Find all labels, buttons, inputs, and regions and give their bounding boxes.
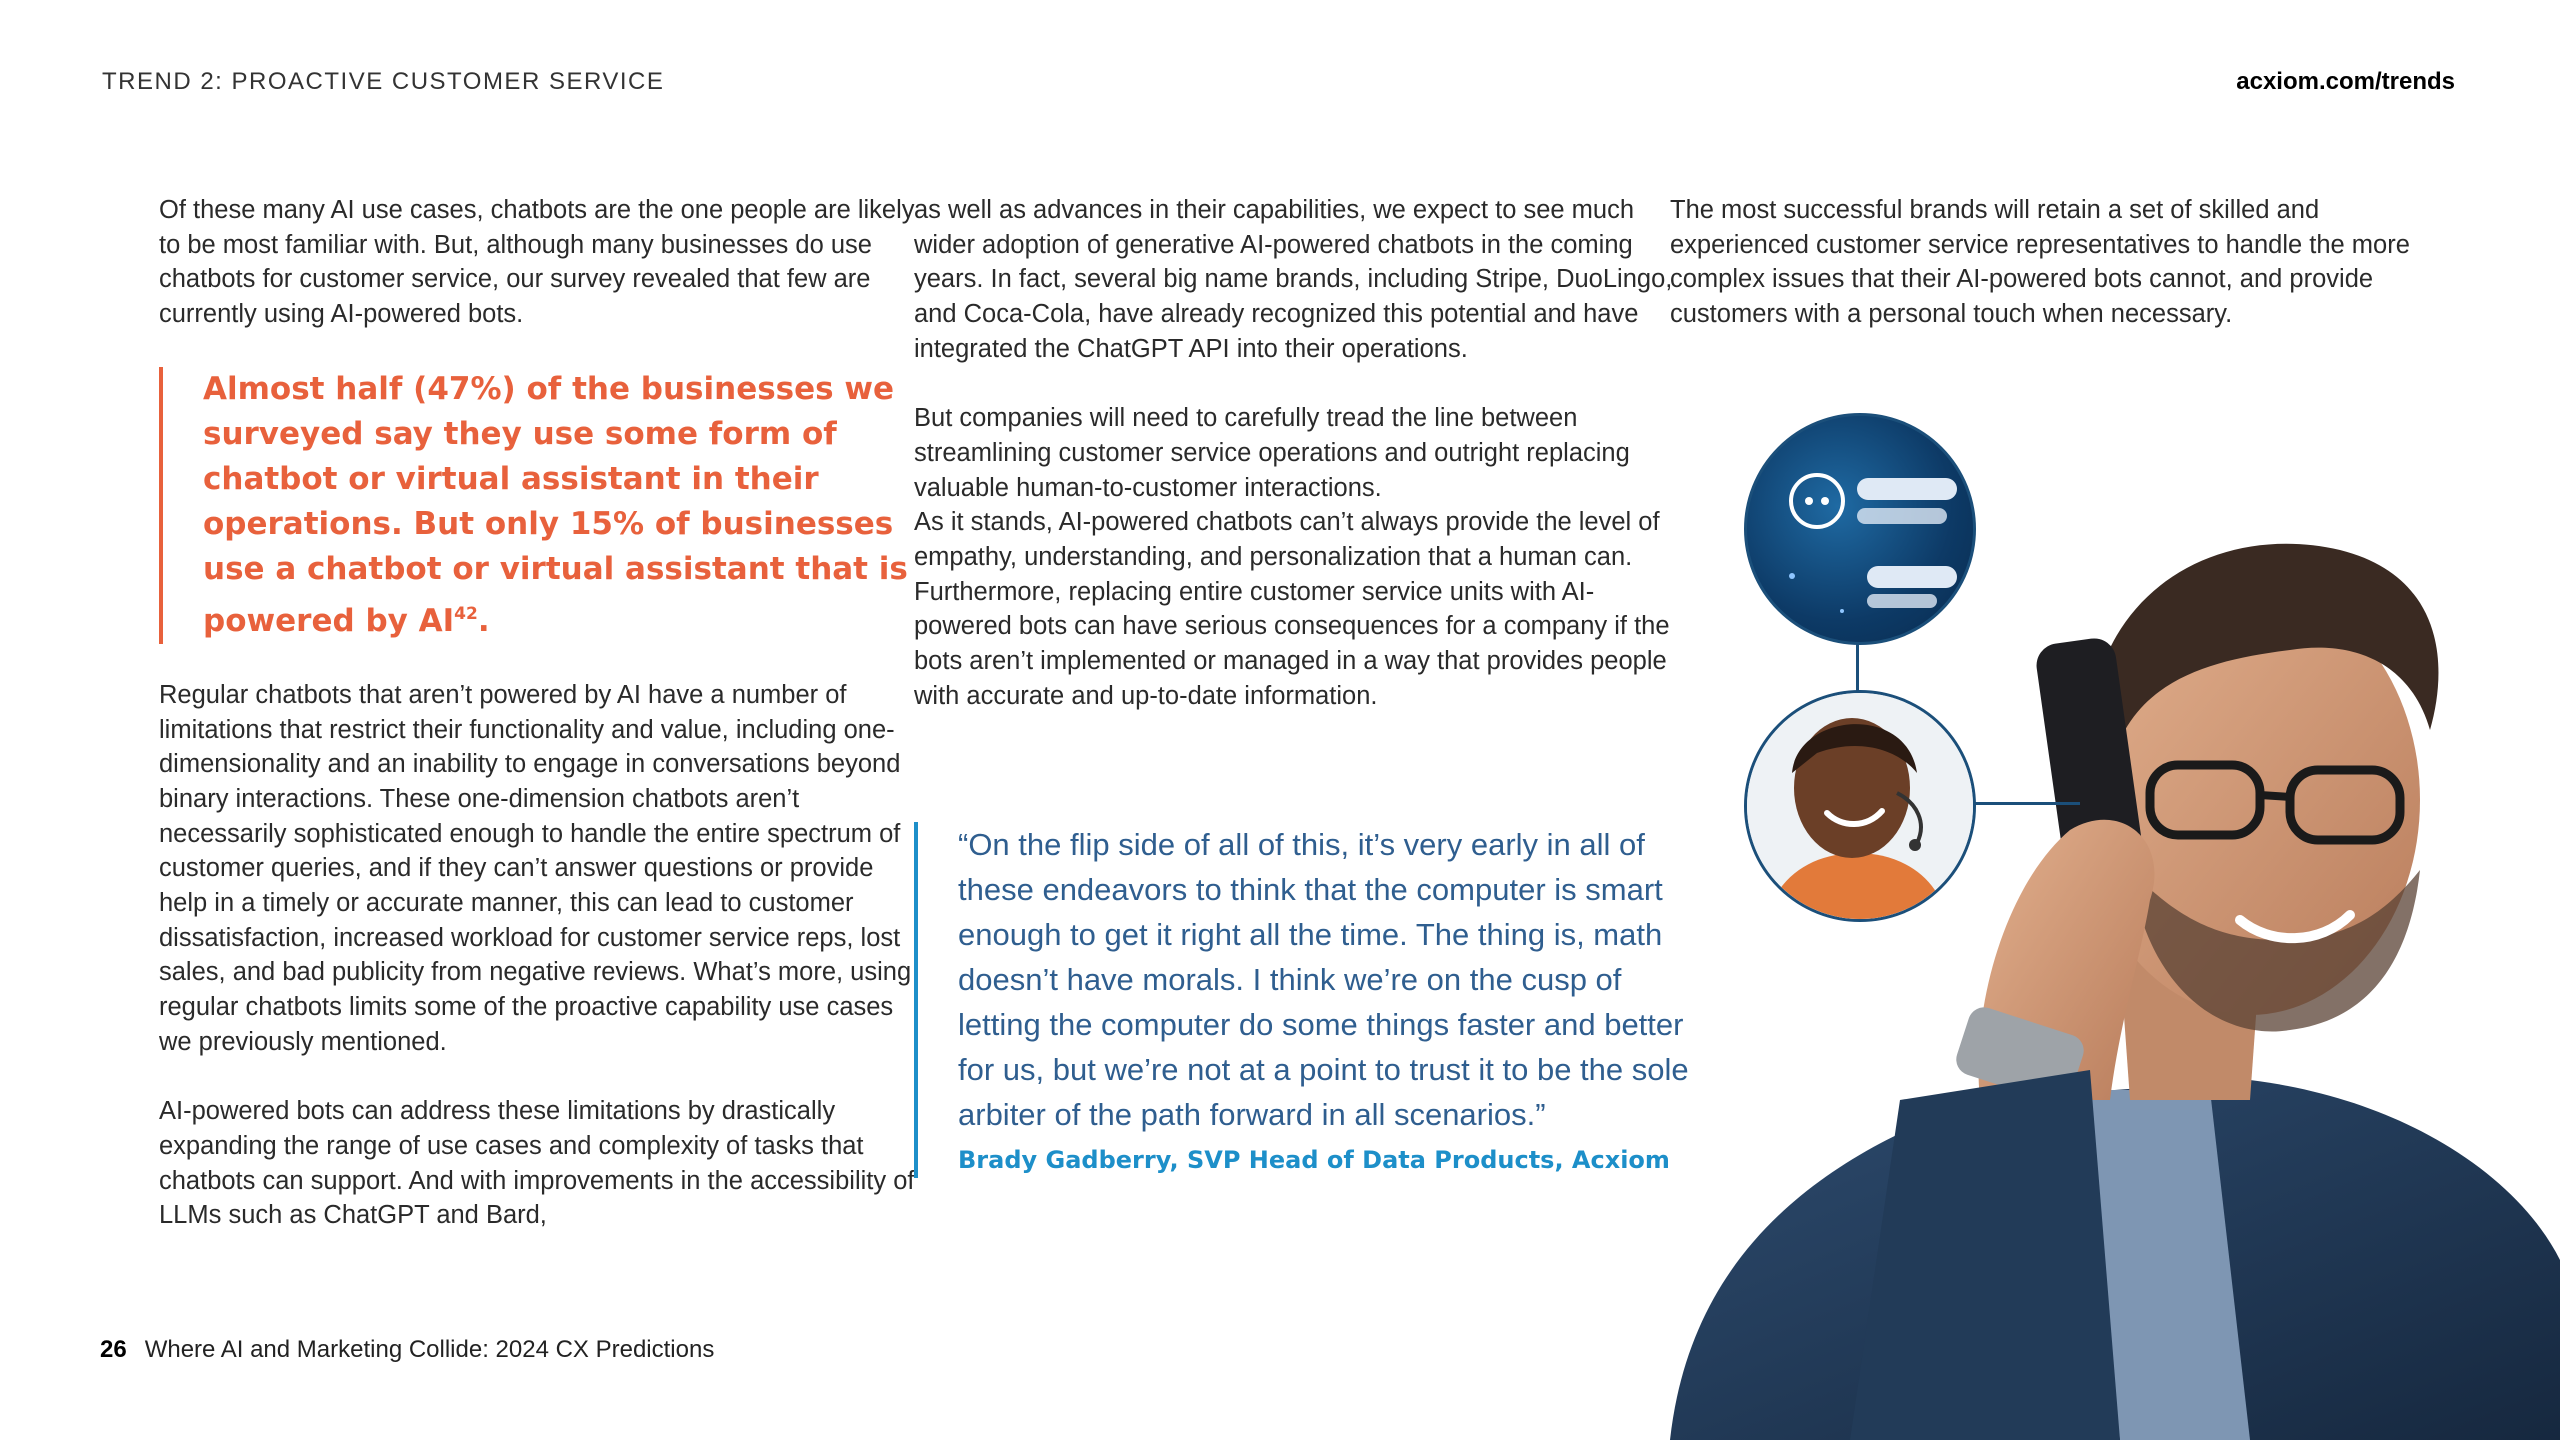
column-2 [914, 193, 1674, 714]
paragraph: Regular chatbots that aren’t powered by AI have a number of limitations that restrict their functionality and value, including one-dimensionality and an inability to engage in conversations beyond binary interactions. These one-dimension chatbots aren’t necessarily sophisticated enough to handle the entire spectrum of customer queries, and if they can’t answer questions or provide help in a timely or accurate manner, this can lead to customer dissatisfaction, increased workload for customer service reps, lost sales, and bad publicity from negative reviews. What’s more, using regular chatbots limits some of the proactive capability use cases we previously mentioned. [159, 680, 912, 1056]
statistic-callout [159, 367, 919, 644]
page-footer [100, 1336, 714, 1364]
section-header: TREND 2: PROACTIVE CUSTOMER SERVICE [102, 68, 665, 95]
paragraph: But companies will need to carefully tread the line between streamlining customer service operations and outright replacing valuable human-to-customer interactions. [914, 404, 1630, 502]
paragraph: Of these many AI use cases, chatbots are the one people are likely to be most familiar with. But, although many businesses do use chatbots for customer service, our survey revealed that few are currently using AI-powered bots. [159, 196, 915, 329]
document-title: Where AI and Marketing Collide: 2024 CX Predictions [144, 1336, 715, 1363]
connector-line [1856, 639, 1859, 691]
paragraph: The most successful brands will retain a set of skilled and experienced customer service representatives to handle the more complex issues that their AI-powered bots cannot, and provide customers with a personal touch when necessary. [1670, 196, 2410, 329]
footnote-ref: 42 [454, 603, 478, 624]
column-3 [1670, 193, 2450, 332]
quote-text: “On the flip side of all of this, it’s very early in all of these endeavors to think that the computer is smart enough to get it right all the time. The thing is, math doesn’t have morals. I think we’re on the cusp of letting the computer do some things faster and better for us, but we’re not at a point to trust it to be the sole arbiter of the path forward in all scenarios.” [958, 827, 1689, 1132]
paragraph: As it stands, AI-powered chatbots can’t always provide the level of empathy, understanding, and personalization that a human can. Furthermore, replacing entire customer service units with AI-powered bots can have serious consequences for a company if the bots aren’t implemented or managed in a way that provides people with accurate and up-to-date information. [914, 508, 1670, 710]
connector-line [1970, 802, 2080, 805]
chatbot-icon [1744, 413, 1976, 645]
site-url-link[interactable]: acxiom.com/trends [2236, 68, 2455, 95]
callout-text: Almost half (47%) of the businesses we surveyed say they use some form of chatbot or virtual assistant in their operations. But only 15% of businesses use a chatbot or virtual assistant that is powered by AI$^{42}$. [203, 370, 908, 639]
column-1 [159, 193, 919, 1233]
paragraph: AI-powered bots can address these limitations by drastically expanding the range of use cases and complexity of tasks that chatbots can support. And with improvements in the accessibility of LLMs such as ChatGPT and Bard, [159, 1097, 915, 1230]
pull-quote [914, 822, 1698, 1178]
page-number: 26 [100, 1336, 127, 1363]
paragraph: as well as advances in their capabilities, we expect to see much wider adoption of generative AI-powered chatbots in the coming years. In fact, several big name brands, including Stripe, DuoLingo, and Coca-Cola, have already recognized this potential and have integrated the ChatGPT API into their operations. [914, 196, 1673, 363]
quote-attribution: Brady Gadberry, SVP Head of Data Products, Acxiom [958, 1146, 1670, 1174]
support-agent-photo [1744, 690, 1976, 922]
